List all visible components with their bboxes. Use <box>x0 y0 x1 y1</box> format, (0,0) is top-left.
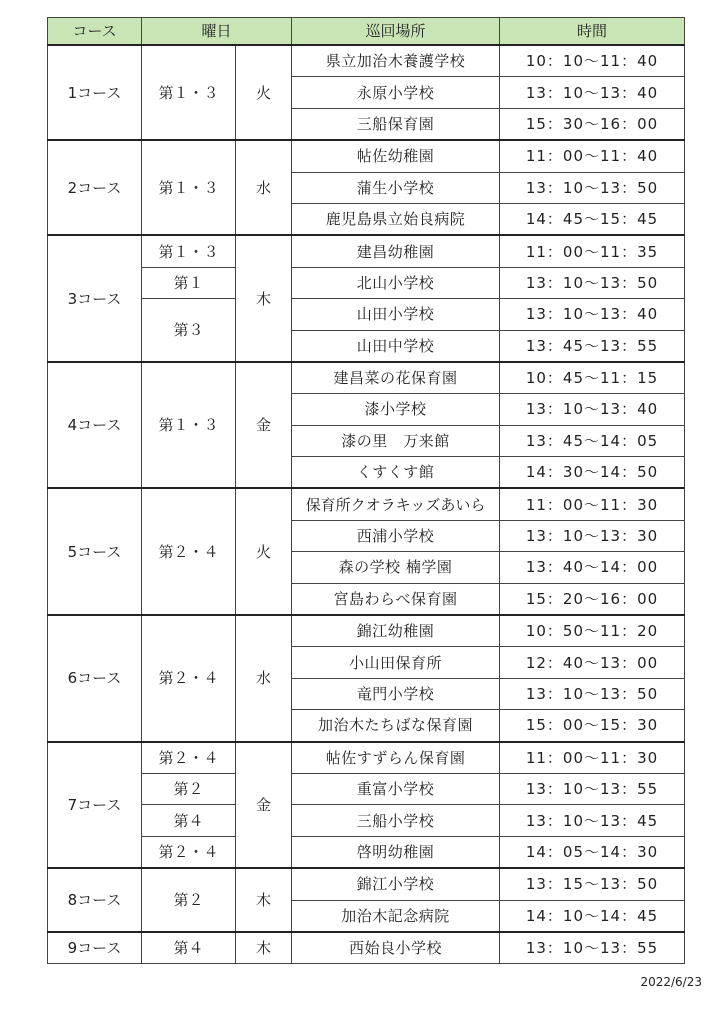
stop-time: 15：30〜16：00 <box>500 108 685 140</box>
stop-time: 14：10〜14：45 <box>500 900 685 932</box>
course-week: 第２ <box>142 773 236 804</box>
stop-place: 山田小学校 <box>292 299 500 330</box>
course-name: 8コース <box>48 868 142 932</box>
stop-place: 建昌菜の花保育園 <box>292 362 500 394</box>
header-course: コース <box>48 18 142 46</box>
schedule-table <box>47 17 685 964</box>
stop-place: 竜門小学校 <box>292 678 500 709</box>
stop-place: 建昌幼稚園 <box>292 235 500 267</box>
table-row <box>48 773 685 804</box>
stop-place: 重富小学校 <box>292 773 500 804</box>
header-day: 曜日 <box>142 18 292 46</box>
stop-place: 帖佐幼稚園 <box>292 140 500 172</box>
course-week: 第１・３ <box>142 140 236 235</box>
stop-time: 13：45〜13：55 <box>500 330 685 362</box>
stop-place: 三船保育園 <box>292 108 500 140</box>
stop-time: 13：10〜13：50 <box>500 172 685 203</box>
table-row <box>48 362 685 394</box>
course-weekday: 火 <box>236 488 292 615</box>
stop-place: 永原小学校 <box>292 77 500 108</box>
course-week: 第１ <box>142 267 236 298</box>
stop-place: 錦江幼稚園 <box>292 615 500 647</box>
course-week: 第４ <box>142 805 236 836</box>
course-name: 5コース <box>48 488 142 615</box>
course-name: 6コース <box>48 615 142 742</box>
course-weekday: 火 <box>236 45 292 140</box>
header-row <box>48 18 685 46</box>
stop-time: 13：45〜14：05 <box>500 425 685 456</box>
stop-place: 北山小学校 <box>292 267 500 298</box>
stop-time: 11：00〜11：35 <box>500 235 685 267</box>
table-row <box>48 932 685 964</box>
course-weekday: 水 <box>236 140 292 235</box>
course-week: 第２ <box>142 868 236 932</box>
course-name: 1コース <box>48 45 142 140</box>
course-week: 第１・３ <box>142 45 236 140</box>
stop-place: 保育所クオラキッズあいら <box>292 488 500 520</box>
stop-time: 13：10〜13：40 <box>500 77 685 108</box>
course-weekday: 木 <box>236 235 292 362</box>
stop-place: 森の学校 楠学園 <box>292 552 500 583</box>
table-row <box>48 488 685 520</box>
document-date: 2022/6/23 <box>640 975 702 989</box>
stop-place: 県立加治木養護学校 <box>292 45 500 77</box>
course-name: 2コース <box>48 140 142 235</box>
stop-place: 錦江小学校 <box>292 868 500 900</box>
stop-place: 山田中学校 <box>292 330 500 362</box>
table-row <box>48 299 685 330</box>
stop-place: 加治木記念病院 <box>292 900 500 932</box>
course-name: 3コース <box>48 235 142 362</box>
course-weekday: 木 <box>236 932 292 964</box>
stop-time: 11：00〜11：40 <box>500 140 685 172</box>
stop-place: 漆の里 万来館 <box>292 425 500 456</box>
course-week: 第３ <box>142 299 236 362</box>
course-name: 7コース <box>48 742 142 869</box>
stop-place: 小山田保育所 <box>292 647 500 678</box>
stop-place: 帖佐すずらん保育園 <box>292 742 500 774</box>
stop-time: 13：10〜13：30 <box>500 520 685 551</box>
stop-time: 10：45〜11：15 <box>500 362 685 394</box>
stop-time: 13：40〜14：00 <box>500 552 685 583</box>
table-row <box>48 235 685 267</box>
table-row <box>48 140 685 172</box>
course-weekday: 木 <box>236 868 292 932</box>
course-week: 第２・４ <box>142 488 236 615</box>
course-week: 第１・３ <box>142 235 236 267</box>
stop-time: 13：10〜13：55 <box>500 932 685 964</box>
stop-time: 13：10〜13：45 <box>500 805 685 836</box>
stop-place: 漆小学校 <box>292 394 500 425</box>
stop-time: 11：00〜11：30 <box>500 742 685 774</box>
table-row <box>48 836 685 868</box>
table-row <box>48 615 685 647</box>
table-row <box>48 742 685 774</box>
course-week: 第２・４ <box>142 742 236 774</box>
course-weekday: 水 <box>236 615 292 742</box>
stop-place: 宮島わらべ保育園 <box>292 583 500 615</box>
course-week: 第４ <box>142 932 236 964</box>
stop-place: 西始良小学校 <box>292 932 500 964</box>
stop-time: 10：10〜11：40 <box>500 45 685 77</box>
stop-time: 13：10〜13：50 <box>500 267 685 298</box>
course-week: 第１・３ <box>142 362 236 489</box>
header-place: 巡回場所 <box>292 18 500 46</box>
stop-time: 14：05〜14：30 <box>500 836 685 868</box>
table-row <box>48 45 685 77</box>
stop-place: 蒲生小学校 <box>292 172 500 203</box>
stop-place: 鹿児島県立始良病院 <box>292 203 500 235</box>
header-time: 時間 <box>500 18 685 46</box>
stop-time: 13：10〜13：55 <box>500 773 685 804</box>
stop-time: 11：00〜11：30 <box>500 488 685 520</box>
stop-place: 西浦小学校 <box>292 520 500 551</box>
stop-time: 15：20〜16：00 <box>500 583 685 615</box>
course-week: 第２・４ <box>142 836 236 868</box>
stop-time: 15：00〜15：30 <box>500 710 685 742</box>
stop-time: 14：45〜15：45 <box>500 203 685 235</box>
course-week: 第２・４ <box>142 615 236 742</box>
stop-time: 14：30〜14：50 <box>500 457 685 489</box>
stop-place: 啓明幼稚園 <box>292 836 500 868</box>
table-row <box>48 868 685 900</box>
course-name: 9コース <box>48 932 142 964</box>
stop-place: 三船小学校 <box>292 805 500 836</box>
stop-time: 10：50〜11：20 <box>500 615 685 647</box>
stop-time: 13：10〜13：40 <box>500 299 685 330</box>
table-row <box>48 805 685 836</box>
stop-time: 13：10〜13：40 <box>500 394 685 425</box>
stop-time: 13：10〜13：50 <box>500 678 685 709</box>
stop-place: くすくす館 <box>292 457 500 489</box>
stop-time: 12：40〜13：00 <box>500 647 685 678</box>
course-weekday: 金 <box>236 362 292 489</box>
stop-time: 13：15〜13：50 <box>500 868 685 900</box>
stop-place: 加治木たちばな保育園 <box>292 710 500 742</box>
table-row <box>48 267 685 298</box>
course-weekday: 金 <box>236 742 292 869</box>
course-name: 4コース <box>48 362 142 489</box>
